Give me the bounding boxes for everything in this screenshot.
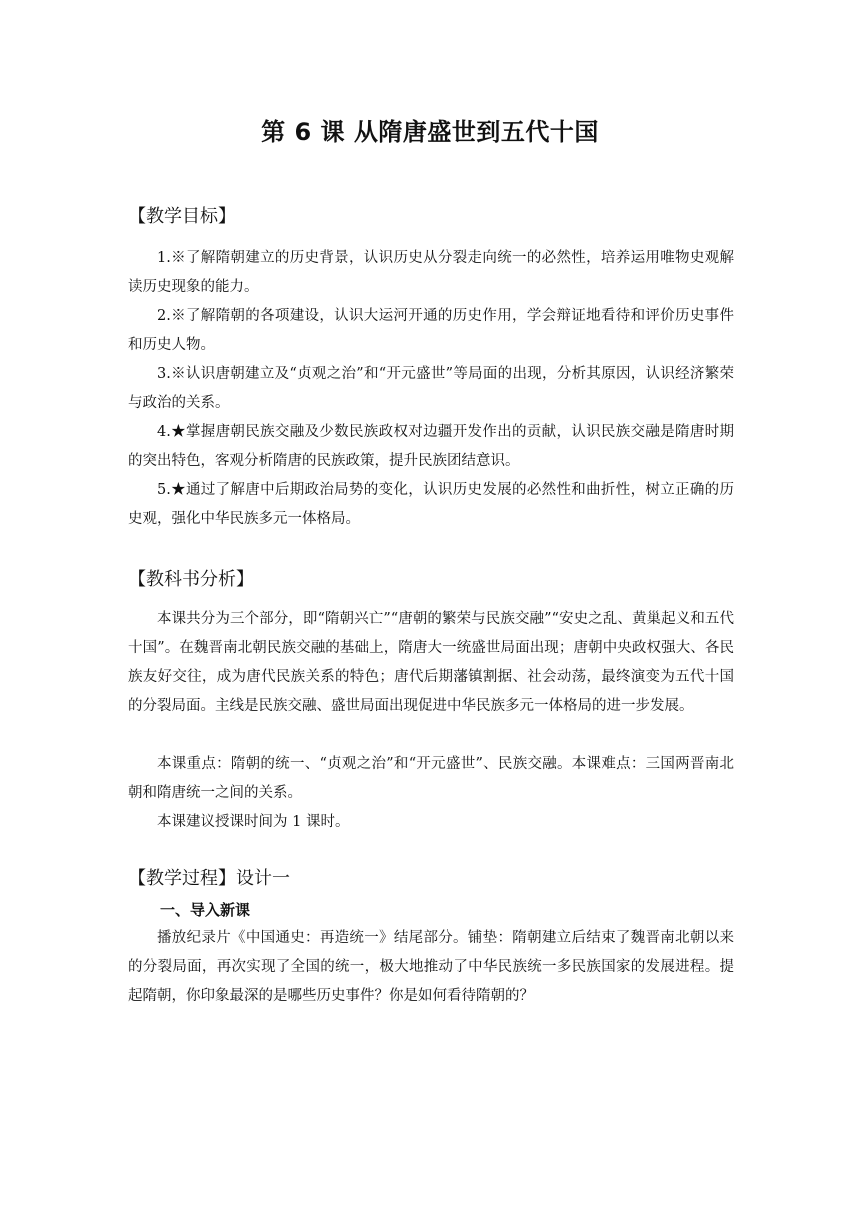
lesson-title: 第 6 课 从隋唐盛世到五代十国	[261, 118, 599, 146]
objective-item-3: 3.※认识唐朝建立及“贞观之治”和“开元盛世”等局面的出现，分析其原因，认识经济繁荣与政治的关系。	[128, 366, 734, 411]
analysis-heading: 【教科书分析】	[128, 569, 254, 590]
analysis-paragraph-3: 本课建议授课时间为 1 课时。	[157, 814, 350, 830]
process-heading: 【教学过程】设计一	[128, 868, 290, 889]
analysis-paragraph-1: 本课共分为三个部分，即“隋朝兴亡”“唐朝的繁荣与民族交融”“安史之乱、黄巢起义和五代十国”。在魏晋南北朝民族交融的基础上，隋唐大一统盛世局面出现；唐朝中央政权强大、各民族友好交往，成为唐代民族关系的特色；唐代后期藩镇割据、社会动荡，最终演变为五代十国的分裂局面。主线是民族交融、盛世局面出现促进中华民族多元一体格局的进一步发展。	[128, 611, 734, 714]
analysis-paragraph-2: 本课重点：隋朝的统一、“贞观之治”和“开元盛世”、民族交融。本课难点：三国两晋南北朝和隋唐统一之间的关系。	[128, 756, 734, 801]
objective-item-1: 1.※了解隋朝建立的历史背景，认识历史从分裂走向统一的必然性，培养运用唯物史观解读历史现象的能力。	[128, 250, 734, 295]
section-title-intro: 一、导入新课	[160, 901, 251, 919]
objective-item-4: 4.★掌握唐朝民族交融及少数民族政权对边疆开发作出的贡献，认识民族交融是隋唐时期的突出特色，客观分析隋唐的民族政策，提升民族团结意识。	[128, 424, 734, 469]
objectives-heading: 【教学目标】	[128, 206, 236, 227]
objective-item-5: 5.★通过了解唐中后期政治局势的变化，认识历史发展的必然性和曲折性，树立正确的历史观，强化中华民族多元一体格局。	[128, 482, 734, 527]
intro-paragraph: 播放纪录片《中国通史：再造统一》结尾部分。铺垫：隋朝建立后结束了魏晋南北朝以来的分裂局面，再次实现了全国的统一，极大地推动了中华民族统一多民族国家的发展进程。提起隋朝，你印象最深的是哪些历史事件？你是如何看待隋朝的？	[128, 930, 734, 1004]
objective-item-2: 2.※了解隋朝的各项建设，认识大运河开通的历史作用，学会辩证地看待和评价历史事件和历史人物。	[128, 308, 734, 353]
